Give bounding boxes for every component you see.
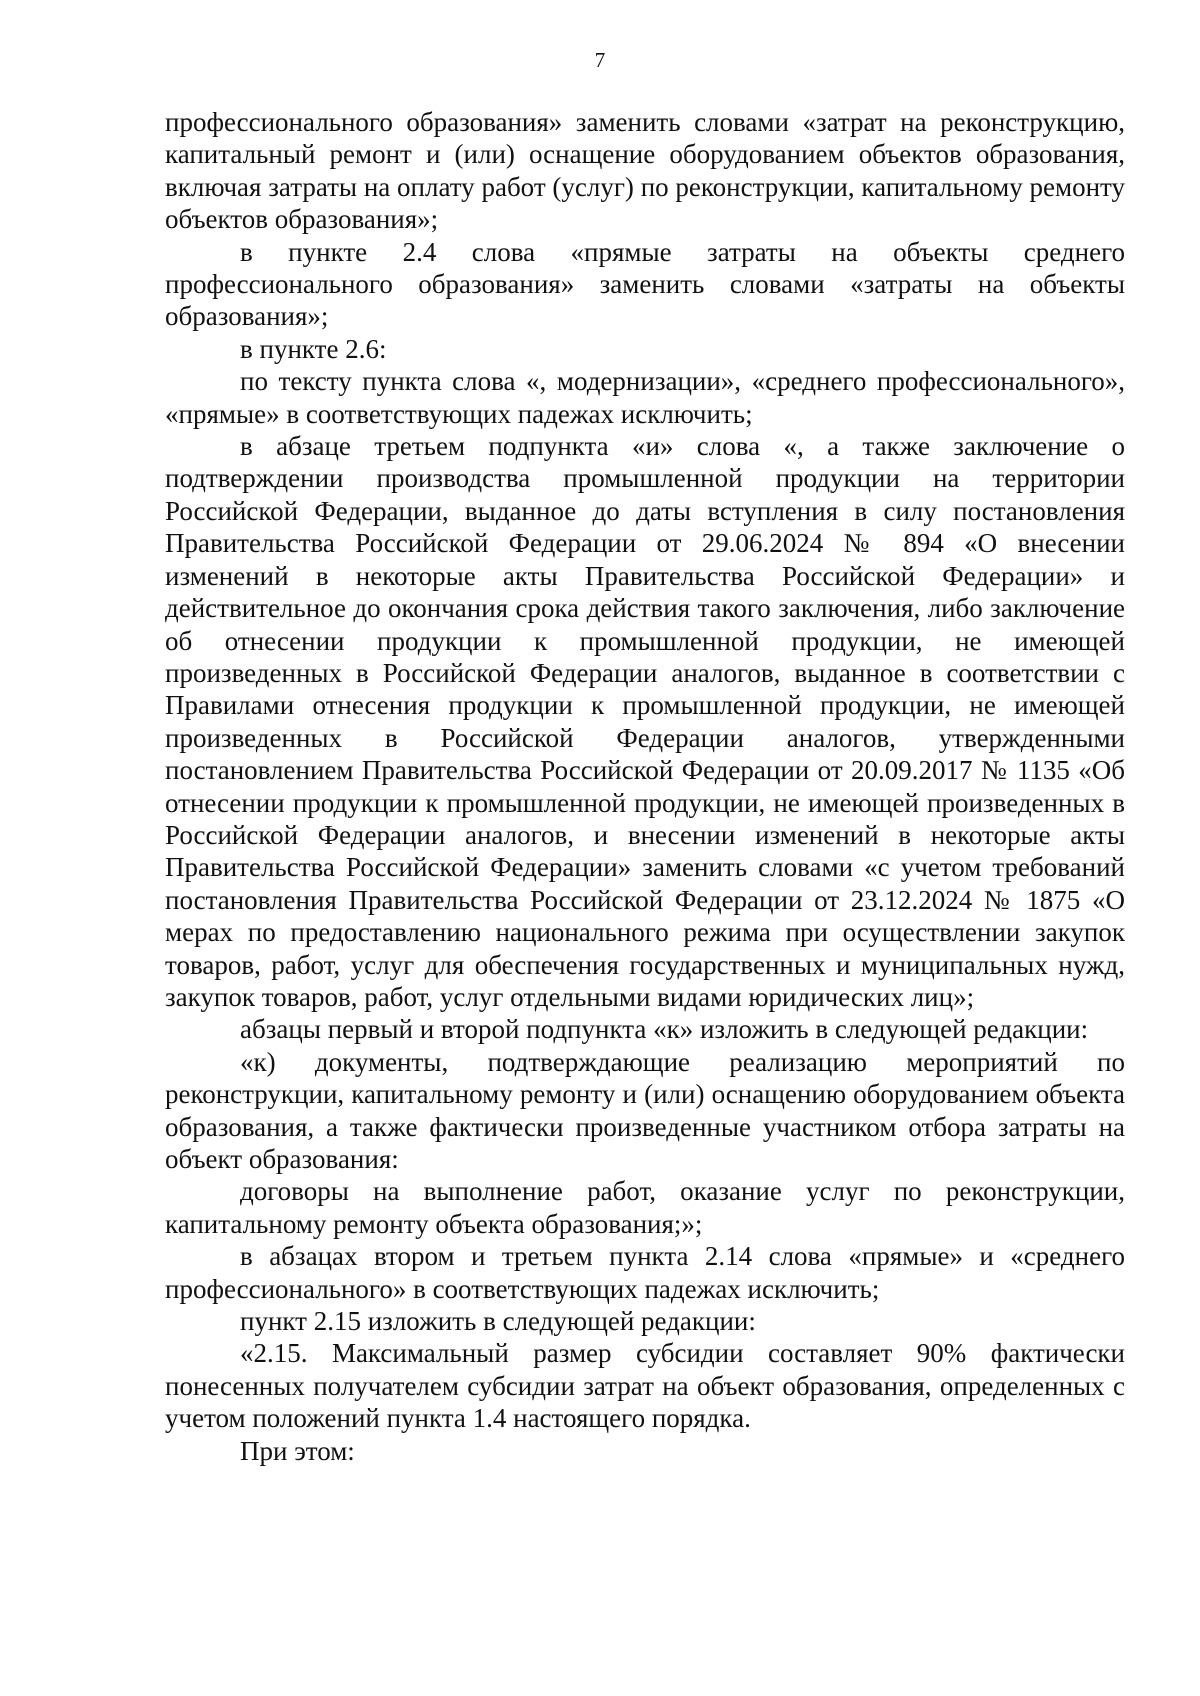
paragraph: «2.15. Максимальный размер субсидии составляет 90% фактически понесенных получателем субсидии затрат на объект образования, определенных с учетом положений пункта 1.4 настоящего порядка. xyxy=(165,1338,1125,1434)
paragraph: в пункте 2.6: xyxy=(240,333,387,364)
paragraph: «к) документы, подтверждающие реализацию мероприятий по реконструкции, капитальному ремонту и (или) оснащению оборудованием объекта образования, а также фактически произведенные участником отбора затраты на объект образования: xyxy=(165,1046,1125,1174)
paragraph: договоры на выполнение работ, оказание услуг по реконструкции, капитальному ремонту объекта образования;»; xyxy=(165,1176,1125,1239)
paragraph: в абзацах втором и третьем пункта 2.14 слова «прямые» и «среднего профессионального» в соответствующих падежах исключить; xyxy=(165,1241,1125,1304)
paragraph: При этом: xyxy=(240,1435,355,1466)
paragraph: в абзаце третьем подпункта «и» слова «, а также заключение о подтверждении производства промышленной продукции на территории Российской Федерации, выданное до даты вступления в силу постановления Правительства Российской Федерации от 29.06.2024 № 894 «О внесении изменений в некоторые акты Правительства Российской Федерации» и действительное до окончания срока действия такого заключения, либо заключение об отнесении продукции к промышленной продукции, не имеющей произведенных в Российской Федерации аналогов, выданное в соответствии с Правилами отнесения продукции к промышленной продукции, не имеющей произведенных в Российской Федерации аналогов, утвержденными постановлением Правительства Российской Федерации от 20.09.2017 № 1135 «Об отнесении продукции к промышленной продукции, не имеющей произведенных в Российской Федерации аналогов, и внесении изменений в некоторые акты Правительства Российской Федерации» заменить словами «с учетом требований постановления Правительства Российской Федерации от 23.12.2024 № 1875 «О мерах по предоставлению национального режима при осуществлении закупок товаров, работ, услуг для обеспечения государственных и муниципальных нужд, закупок товаров, работ, услуг отдельными видами юридических лиц»; xyxy=(165,431,1125,1012)
page-number: 7 xyxy=(594,48,606,72)
paragraph: абзацы первый и второй подпункта «к» изложить в следующей редакции: xyxy=(240,1014,1089,1045)
paragraph: в пункте 2.4 слова «прямые затраты на объекты среднего профессионального образования» заменить словами «затраты на объекты образования»; xyxy=(165,236,1125,332)
document-body xyxy=(165,106,1125,1467)
paragraph: профессионального образования» заменить словами «затрат на реконструкцию, капитальный ремонт и (или) оснащение оборудованием объектов образования, включая затраты на оплату работ (услуг) по реконструкции, капитальному ремонту объектов образования»; xyxy=(165,107,1125,235)
paragraph: по тексту пункта слова «, модернизации», «среднего профессионального», «прямые» в соответствующих падежах исключить; xyxy=(165,366,1125,429)
paragraph: пункт 2.15 изложить в следующей редакции: xyxy=(240,1306,756,1337)
